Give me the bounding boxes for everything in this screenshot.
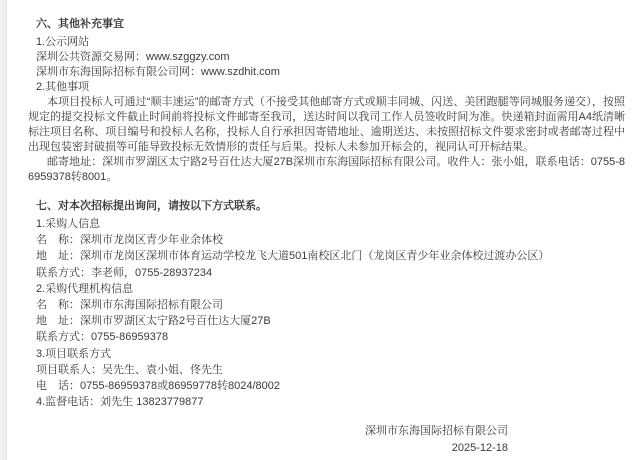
project-contact-phone: 电 话：0755-86959378或86959778转8024/8002 [36, 380, 281, 393]
agency-name: 名 称：深圳市东海国际招标有限公司 [36, 299, 223, 312]
mailing-rules-paragraph: 本项目投标人可通过“顺丰速运”的邮寄方式（不接受其他邮寄方式或顺丰同城、闪送、美团跑腿等同城服务递交），按照规定的提交投标文件截止时间前将投标文件邮寄至我司，送达时间以我司工作人员签收时间为准。快递箱封面需用A4纸清晰标注项目名称、项目编号和投标人名称，投标人自行承担因寄错地址、逾期送达、未按照招标文件要求密封或者邮寄过程中出现包装密封破损等可能导致投标无效情形的责任与后果。投标人未参加开标会的，视同认可开标结果。 [28, 96, 625, 153]
signature-block [28, 423, 625, 456]
agency-address: 地 址：深圳市罗湖区太宁路2号百仕达大厦27B [36, 315, 271, 328]
item-public-website: 1.公示网站 [36, 36, 90, 48]
mailing-address-paragraph: 邮寄地址：深圳市罗湖区太宁路2号百仕达大厦27B深圳市东海国际招标有限公司。收件人：张小姐，联系电话：0755-86959378转8001。 [28, 156, 625, 183]
item-szggzy-url: 深圳公共资源交易网：www.szggzy.com [36, 51, 230, 63]
section-6-title: 六、其他补充事宜 [36, 18, 124, 30]
section-other-supplements [28, 17, 625, 185]
section-contact-methods [28, 199, 625, 410]
section-7-title: 七、对本次招标提出询问，请按以下方式联系。 [36, 200, 267, 212]
page-left-edge [0, 0, 7, 460]
purchaser-info-label: 1.采购人信息 [36, 218, 101, 230]
notice-document [28, 17, 625, 456]
item-szdhit-url: 深圳市东海国际招标有限公司网：www.szdhit.com [36, 66, 280, 78]
purchaser-contact: 联系方式：李老师，0755-28937234 [36, 266, 213, 279]
purchaser-name: 名 称：深圳市龙岗区青少年业余体校 [36, 234, 223, 247]
purchaser-address: 地 址：深圳市龙岗区深圳市体育运动学校龙飞大道501南校区北门（龙岗区青少年业余体校过渡办公区） [36, 250, 550, 263]
agency-info-label: 2.采购代理机构信息 [36, 282, 134, 295]
project-contact-label: 3.项目联系方式 [36, 347, 112, 360]
signature-date: 2025-12-18 [451, 441, 508, 454]
signature-company: 深圳市东海国际招标有限公司 [365, 425, 508, 438]
project-contact-persons: 项目联系人：吴先生、袁小姐、佟先生 [36, 363, 223, 376]
agency-contact: 联系方式：0755-86959378 [36, 331, 169, 344]
supervision-phone: 4.监督电话：刘先生 13823779877 [36, 396, 204, 409]
item-other-matters: 2.其他事项 [36, 81, 90, 93]
